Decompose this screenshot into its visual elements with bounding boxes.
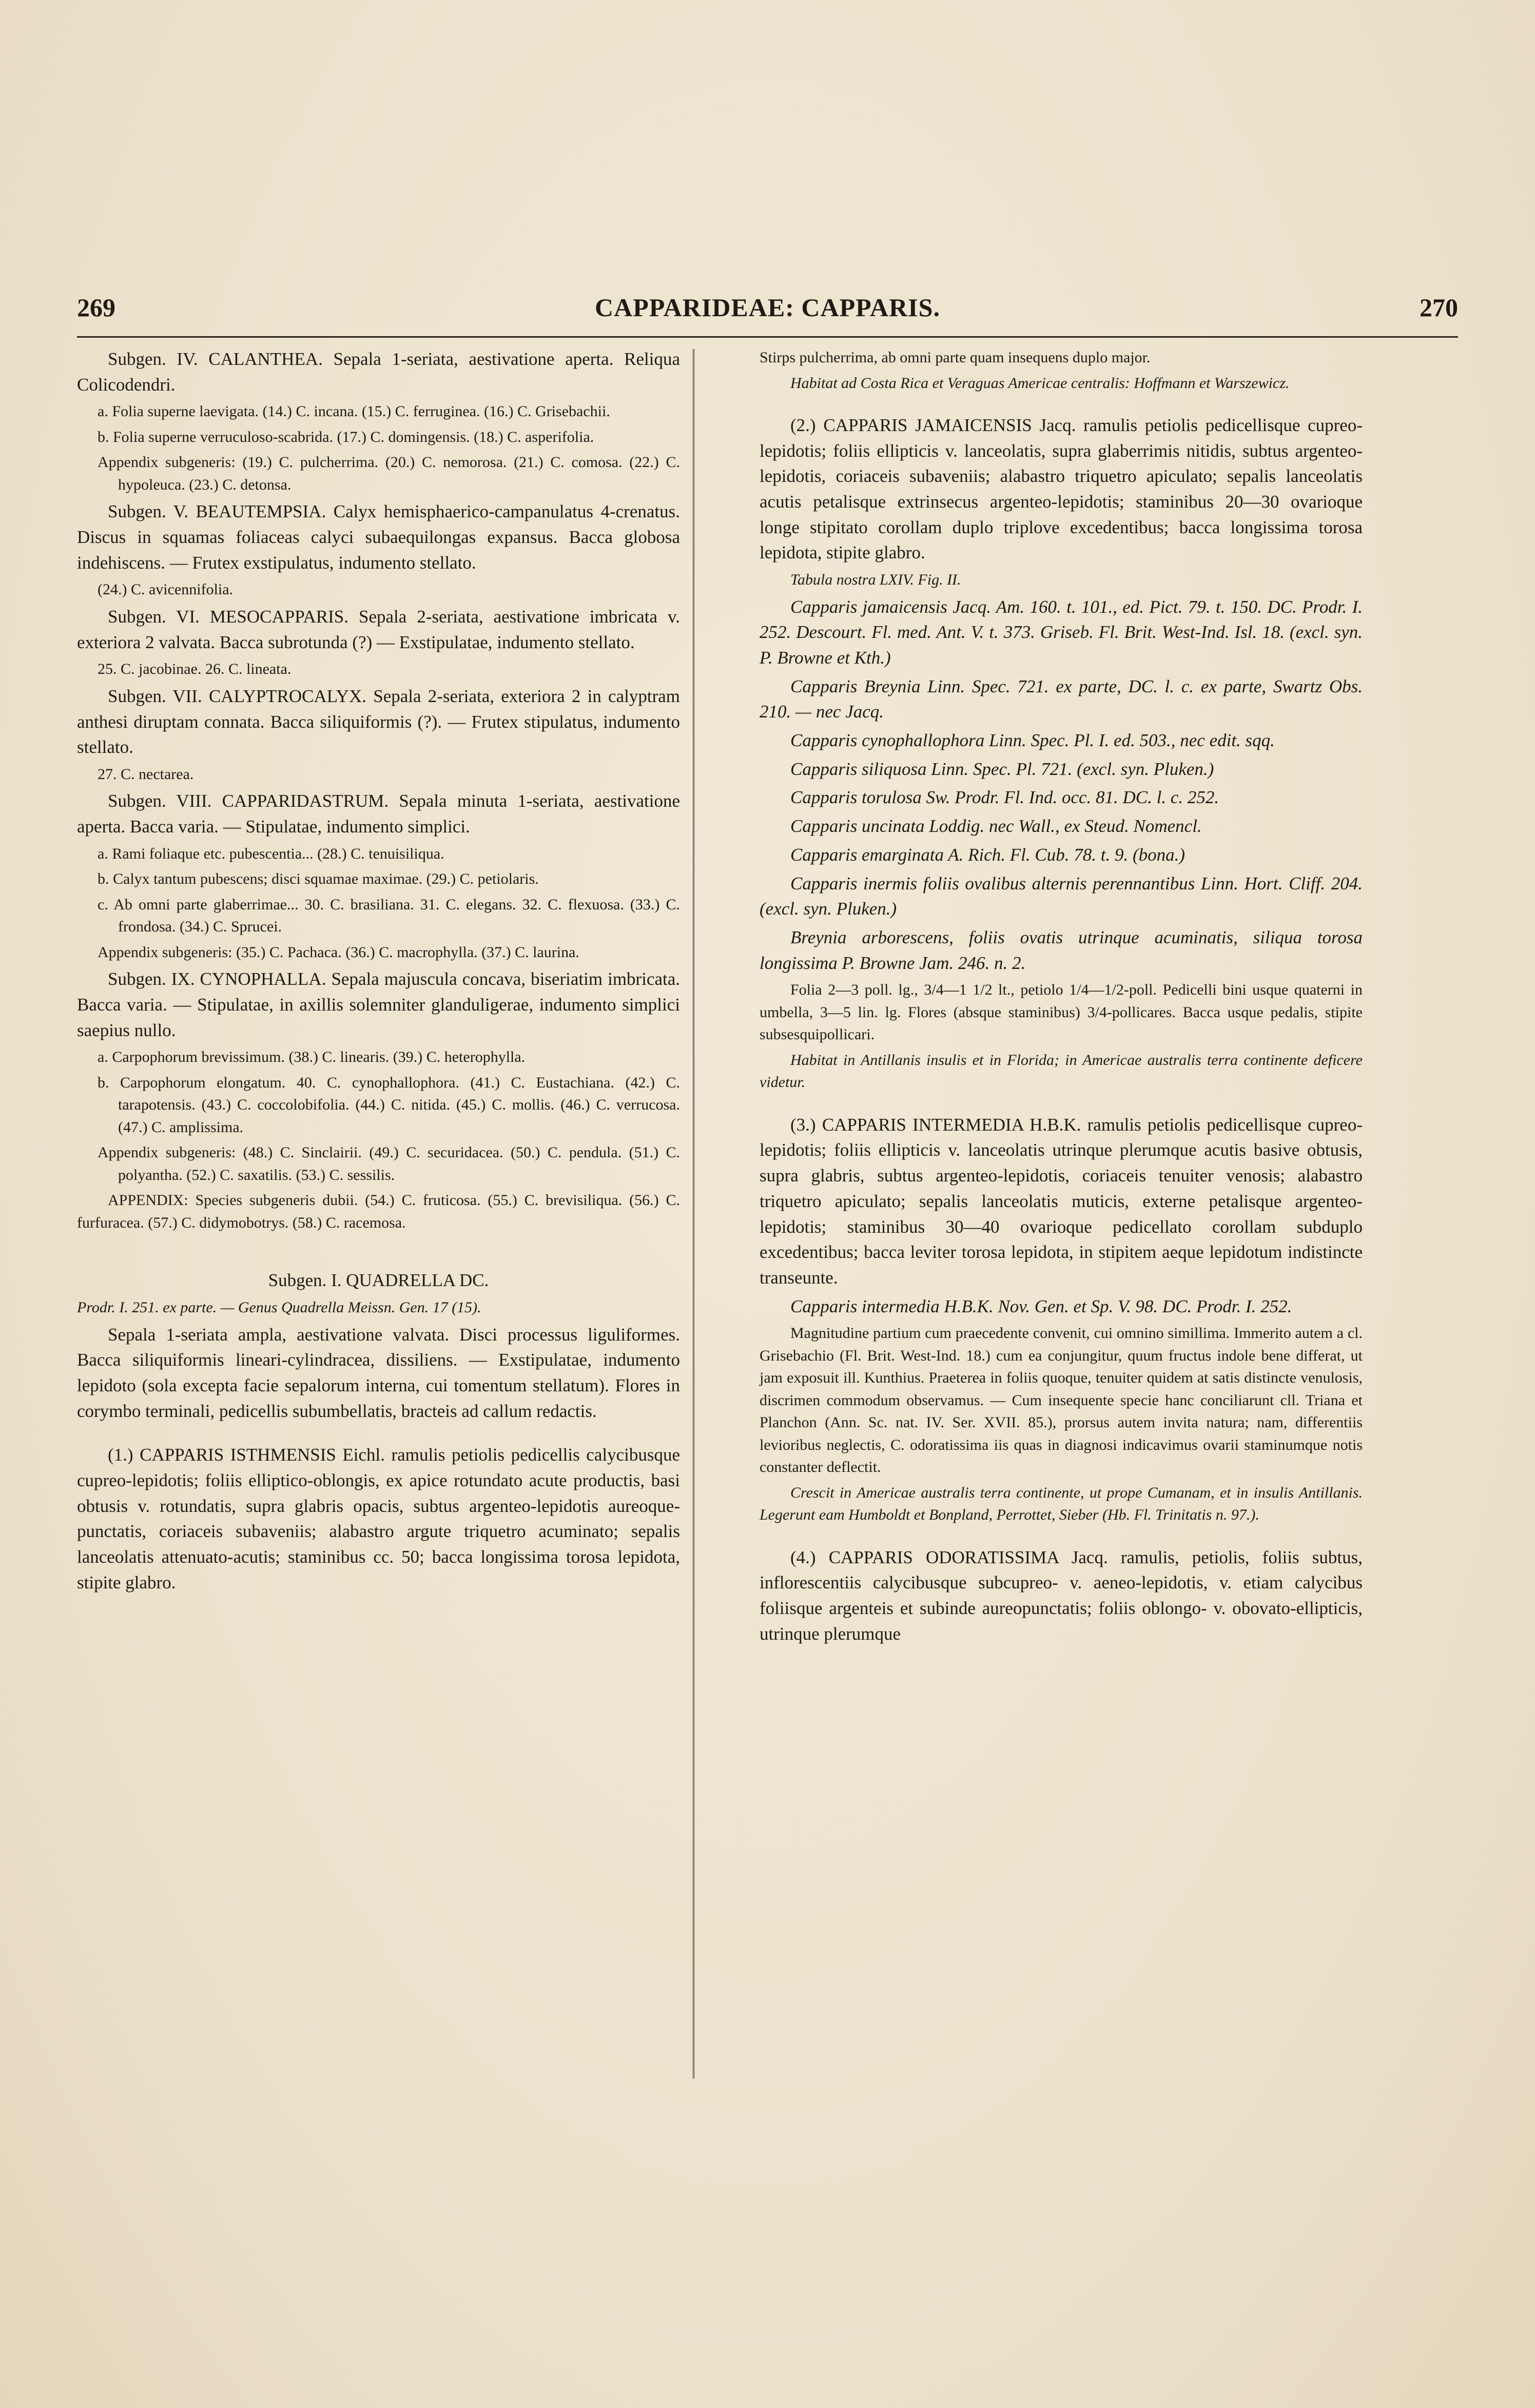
synonym: Capparis emarginata A. Rich. Fl. Cub. 78. t. 9. (bona.) [790,844,1186,865]
running-title: CAPPARIDEAE: CAPPARIS. [595,293,940,322]
species-1-habitat: Habitat ad Costa Rica et Veraguas Americae centralis: Hoffmann et Warszewicz. [790,374,1290,392]
subgenus-v-species: (24.) C. avicennifolia. [98,581,234,598]
spacer [760,397,1363,413]
synonym: Capparis inermis foliis ovalibus alternis perennantibus Linn. Hort. Cliff. 204. (excl. syn. Pluken.) [760,873,1363,919]
synonym: Capparis cynophallophora Linn. Spec. Pl. I. ed. 503., nec edit. sqq. [790,730,1275,751]
subgenus-iv-appendix: Appendix subgeneris: (19.) C. pulcherrima. (20.) C. nemorosa. (21.) C. comosa. (22.) C. hypoleuca. (23.) C. detonsa. [98,454,680,493]
species-4-odoratissima: (4.) CAPPARIS ODORATISSIMA Jacq. ramulis, petiolis, foliis subtus, inflorescentiis calycibusque subcupreo- v. aeneo-lepidotis, v. etiam calycibus foliisque argenteis et subinde aureopunctatis; foliis oblongo- v. obovato-ellipticis, utrinque plerumque [760,1547,1363,1644]
column-divider [693,349,694,2079]
subgenus-v-heading: Subgen. V. BEAUTEMPSIA. Calyx hemisphaerico-campanulatus 4-crenatus. Discus in squamas foliaceas calyci subaequilongas expansus. Bacca globosa indehiscens. — Frutex exstipulatus, indumento stellato. [77,501,680,573]
subgenus-ix-appendix: Appendix subgeneris: (48.) C. Sinclairii. (49.) C. securidacea. (50.) C. pendula. (51.) C. polyantha. (52.) C. saxatilis. (53.) C. sessilis. [98,1144,680,1183]
subgenus-i-description: Sepala 1-seriata ampla, aestivatione valvata. Disci processus liguliformes. Bacca siliquiformis lineari-cylindracea, dissiliens. — Exstipulatae, indumento lepidoto (sola excepta facie sepalorum interna, cui tomentum stellatum). Flores in corymbo terminali, pedicellis subumbellatis, bracteis ad callum redactis. [77,1324,680,1421]
subgenus-ix-heading: Subgen. IX. CYNOPHALLA. Sepala majuscula concava, biseriatim imbricata. Bacca varia. — Stipulatae, in axillis solemniter glanduligerae, indumento simplici saepius nullo. [77,969,680,1040]
spacer [760,1529,1363,1545]
species-2-jamaicensis: (2.) CAPPARIS JAMAICENSIS Jacq. ramulis petiolis pedicellisque cupreo-lepidotis; foliis ellipticis v. lanceolatis, supra glaberrimis nitidis, subtus argenteo-lepidotis, coriaceis subaveniis; alabastro triquetro apiculato; sepalis lanceolatis acutis petalisque extrinsecus argenteo-lepidotis; staminibus 20—30 ovarioque longe stipitato corollam duplo triplove excedentibus; bacca longissima torosa lepidota, stipite glabro. [760,415,1363,563]
species-3-description: Magnitudine partium cum praecedente convenit, cui omnino simillima. Immerito autem a cl. Grisebachio (Fl. Brit. West-Ind. 18.) cum ea conjungitur, quum fructus indole bene differat, ut jam exposuit ill. Kunthius. Praeterea in foliis quoque, tenuiter quidem at satis distincte venulosis, discrimen commodum observamus. — Cum insequente specie hanc conciliarunt cll. Triana et Planchon (Ann. Sc. nat. IV. Ser. XVII. 85.), prorsus autem invita natura; nam, differentiis levioribus neglectis, C. odoratissima iis quas in diagnosi indicavimus ovarii staminumque notis constanter deflectit. [760,1325,1363,1476]
subgenus-vi-heading: Subgen. VI. MESOCAPPARIS. Sepala 2-seriata, aestivatione imbricata v. exteriora 2 valvata. Bacca subrotunda (?) — Exstipulatae, indumento stellato. [77,606,680,652]
page-header [77,293,1458,328]
subgenus-viii-appendix: Appendix subgeneris: (35.) C. Pachaca. (36.) C. macrophylla. (37.) C. laurina. [98,943,579,961]
synonym: Capparis jamaicensis Jacq. Am. 160. t. 101., ed. Pict. 79. t. 150. DC. Prodr. I. 252. Descourt. Fl. med. Ant. V. t. 373. Griseb. Fl. Brit. West-Ind. Isl. 18. (excl. syn. P. Browne et Kth.) [760,596,1363,668]
species-1-isthmensis: (1.) CAPPARIS ISTHMENSIS Eichl. ramulis petiolis pedicellis calycibusque cupreo-lepidotis; foliis elliptico-oblongis, ex apice rotundato acute productis, basi obtusis v. rotundatis, supra glabris opacis, subtus argenteo-lepidotis aureoque-punctatis, coriaceis subaveniis; alabastro argute triquetro acuminato; sepalis lanceolatis attenuato-acutis; staminibus cc. 50; bacca longissima torosa lepidota, stipite glabro. [77,1445,680,1593]
synonym: Capparis uncinata Loddig. nec Wall., ex Steud. Nomencl. [790,816,1202,837]
subgenus-i-reference: Prodr. I. 251. ex parte. — Genus Quadrella Meissn. Gen. 17 (15). [77,1299,481,1316]
species-2-description: Folia 2—3 poll. lg., 3/4—1 1/2 lt., petiolo 1/4—1/2-poll. Pedicelli bini usque quaterni in umbella, 3—5 lin. lg. Flores (absque staminibus) 3/4-pollicares. Bacca usque pedalis, stipite subsesquipollicari. [760,981,1363,1043]
subgenus-vii-heading: Subgen. VII. CALYPTROCALYX. Sepala 2-seriata, exteriora 2 in calyptram anthesi diruptam connata. Bacca siliquiformis (?). — Frutex stipulatus, indumento stellato. [77,686,680,758]
species-3-habitat: Crescit in Americae australis terra continente, ut prope Cumanam, et in insulis Antillanis. Legerunt eam Humboldt et Bonpland, Perrottet, Sieber (Hb. Fl. Trinitatis n. 97.). [760,1484,1363,1524]
subgenus-viii-heading: Subgen. VIII. CAPPARIDASTRUM. Sepala minuta 1-seriata, aestivatione aperta. Bacca varia. — Stipulatae, indumento simplici. [77,791,680,837]
species-2-synonyms [760,594,1363,976]
subgenus-viii-group-a: a. Rami foliaque etc. pubescentia... (28.) C. tenuisiliqua. [98,845,444,862]
spacer [760,1097,1363,1112]
synonym: Capparis Breynia Linn. Spec. 721. ex parte, DC. l. c. ex parte, Swartz Obs. 210. — nec Jacq. [760,676,1363,722]
species-2-habitat: Habitat in Antillanis insulis et in Florida; in Americae australis terra continente deficere videtur. [760,1051,1363,1091]
right-column [760,346,1363,1650]
appendix-dubious-species: APPENDIX: Species subgeneris dubii. (54.) C. fruticosa. (55.) C. brevisiliqua. (56.) C. furfuracea. (57.) C. didymobotrys. (58.) C. racemosa. [77,1192,680,1231]
subgenus-iv-group-a: a. Folia superne laevigata. (14.) C. incana. (15.) C. ferruginea. (16.) C. Grisebachii. [98,403,610,420]
species-1-note: Stirps pulcherrima, ab omni parte quam insequens duplo major. [760,349,1151,366]
synonym: Breynia arborescens, foliis ovatis utrinque acuminatis, siliqua torosa longissima P. Browne Jam. 246. n. 2. [760,927,1363,973]
synonym: Capparis siliquosa Linn. Spec. Pl. 721. (excl. syn. Pluken.) [790,759,1214,779]
subgenus-vi-species: 25. C. jacobinae. 26. C. lineata. [98,661,292,678]
species-2-plate: Tabula nostra LXIV. Fig. II. [790,571,961,589]
subgenus-viii-group-b: b. Calyx tantum pubescens; disci squamae maximae. (29.) C. petiolaris. [98,870,539,888]
spacer [77,1237,680,1268]
subgenus-ix-group-b: b. Carpophorum elongatum. 40. C. cynophallophora. (41.) C. Eustachiana. (42.) C. tarapotensis. (43.) C. coccolobifolia. (44.) C. nitida. (45.) C. mollis. (46.) C. verrucosa. (47.) C. amplissima. [98,1074,680,1136]
left-column [77,346,680,1598]
page-number-left: 269 [77,293,115,322]
subgenus-vii-species: 27. C. nectarea. [98,765,194,783]
species-3-intermedia: (3.) CAPPARIS INTERMEDIA H.B.K. ramulis petiolis pedicellisque cupreo-lepidotis; foliis ellipticis v. lanceolatis utrinque plerumque acutis basive obtusis, supra glabris, subtus argenteo-lepidotis, coriaceis tenuiter venosis; alabastro triquetro apiculato; sepalis lanceolatis muticis, externe petalisque argenteo-lepidotis; staminibus 30—40 ovarioque pedicellato corollam subduplo excedentibus; bacca leviter torosa lepidota, in stipitem aeque lepidotum indistincte transeunte. [760,1114,1363,1288]
species-3-synonym: Capparis intermedia H.B.K. Nov. Gen. et Sp. V. 98. DC. Prodr. I. 252. [790,1296,1292,1316]
page-number-right: 270 [1420,293,1458,322]
subgenus-iv-group-b: b. Folia superne verruculoso-scabrida. (17.) C. domingensis. (18.) C. asperifolia. [98,428,594,445]
subgenus-ix-group-a: a. Carpophorum brevissimum. (38.) C. linearis. (39.) C. heterophylla. [98,1048,526,1066]
subgenus-iv-heading: Subgen. IV. CALANTHEA. Sepala 1-seriata, aestivatione aperta. Reliqua Colicodendri. [77,349,680,395]
header-rule [77,336,1458,338]
synonym: Capparis torulosa Sw. Prodr. Fl. Ind. occ. 81. DC. l. c. 252. [790,787,1219,808]
spacer [77,1427,680,1442]
subgenus-i-title: Subgen. I. QUADRELLA DC. [268,1270,489,1291]
subgenus-viii-group-c: c. Ab omni parte glaberrimae... 30. C. brasiliana. 31. C. elegans. 32. C. flexuosa. (33.) C. frondosa. (34.) C. Sprucei. [98,896,680,936]
